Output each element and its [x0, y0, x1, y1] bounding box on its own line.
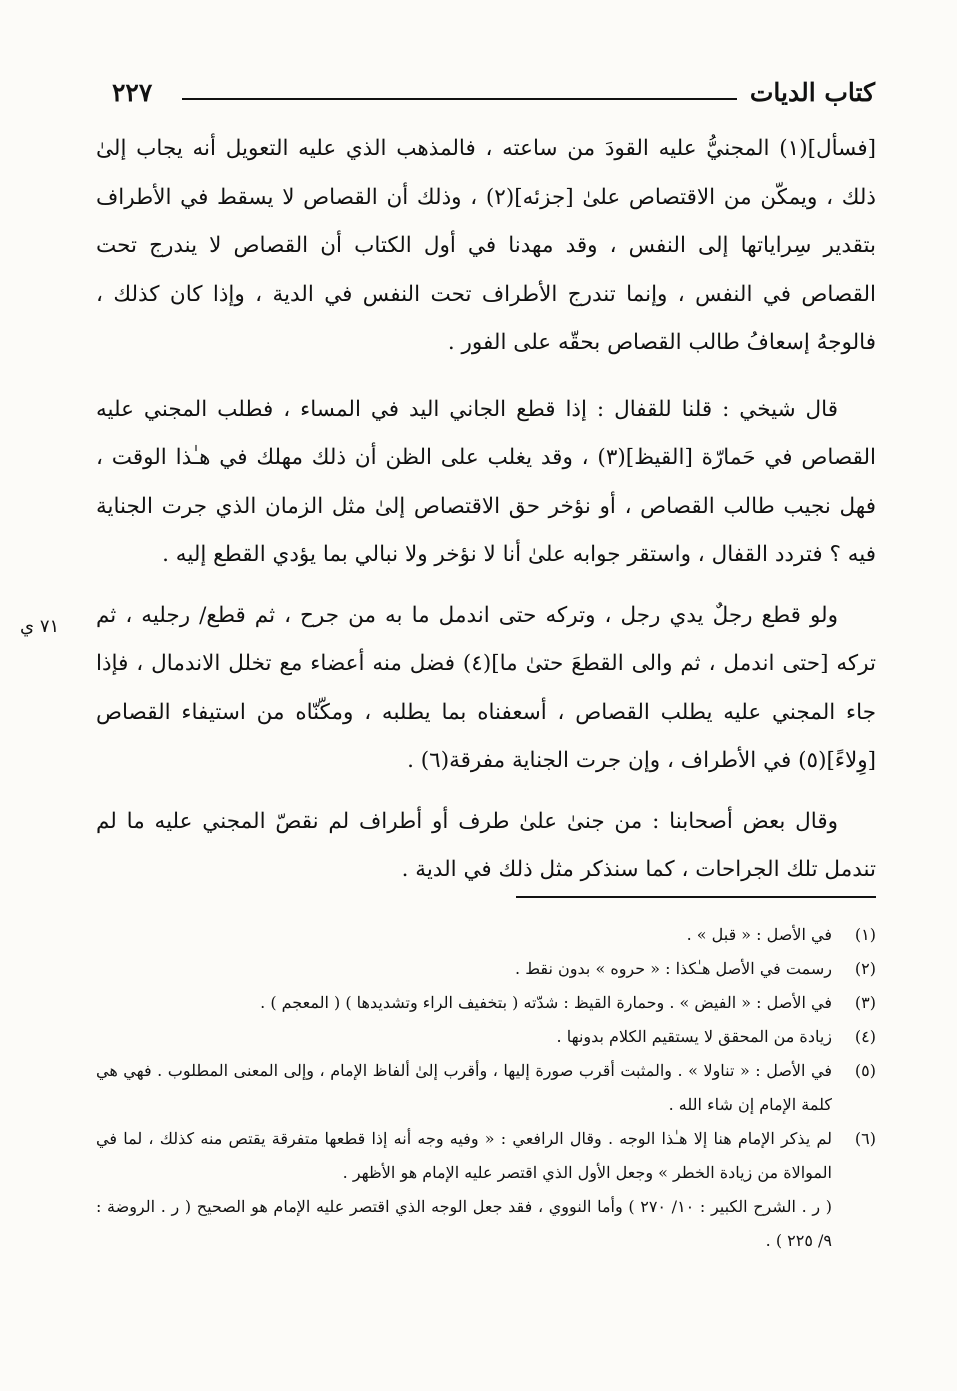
footnote-number: (٦) — [854, 1129, 876, 1148]
footnote-text: زيادة من المحقق لا يستقيم الكلام بدونها . — [556, 1027, 832, 1046]
footnote-number: (٥) — [854, 1061, 876, 1080]
page-header — [100, 70, 875, 116]
paragraph-3: ولو قطع رجلٌ يدي رجل ، وتركه حتى اندمل ما به من جرح ، ثم قطع/ رجليه ، ثم تركه [حتى اندمل ، ثم والى القطعَ حتىٰ ما](٤) فضل منه أعضاء مع تخلل الاندمال ، فإذا جاء المجني عليه يطلب القصاص ، أسعفناه بما يطلبه ، ومكّنّاه من استيفاء القصاص [وِلاءً](٥) في الأطراف ، وإن جرت الجناية مفرقة(٦) . — [96, 602, 876, 773]
footnote-text: في الأصل : « قبل » . — [686, 925, 832, 944]
footnote-continuation: ( ر . الشرح الكبير : ١٠/ ٢٧٠ ) وأما النووي ، فقد جعل الوجه الذي اقتصر عليه الإمام هو الصحيح ( ر . الروضة : ٩/ ٢٢٥ ) . — [96, 1197, 832, 1250]
footnote-number: (٣) — [854, 993, 876, 1012]
footnote-rule — [516, 896, 876, 898]
paragraph-2: قال شيخي : قلنا للقفال : إذا قطع الجاني اليد في المساء ، فطلب المجني عليه القصاص في حَمارّة [القيظ](٣) ، وقد يغلب على الظن أن ذلك مهلك في هـٰذا الوقت ، فهل نجيب طالب القصاص ، أو نؤخر حق الاقتصاص إلىٰ مثل الزمان الذي جرت الجناية فيه ؟ فتردد القفال ، واستقر جوابه علىٰ أنا لا نؤخر ولا نبالي بما يؤدي القطع إليه . — [96, 396, 876, 567]
footnote — [96, 918, 876, 952]
paragraph-4: وقال بعض أصحابنا : من جنىٰ علىٰ طرف أو أطراف لم نقصّ المجني عليه ما لم تندمل تلك الجراحات ، كما سنذكر مثل ذلك في الدية . — [96, 808, 876, 882]
paragraph-1: [فسأل](١) المجنيُّ عليه القودَ من ساعته ، فالمذهب الذي عليه التعويل أنه يجاب إلىٰ ذلك ، ويمكّن من الاقتصاص علىٰ [جزئه](٢) ، وذلك أن القصاص لا يسقط في الأطراف بتقدير سِراياتها إلى النفس ، وقد مهدنا في أول الكتاب أن القصاص لا يندرج تحت القصاص في النفس ، وإنما تندرج الأطراف تحت النفس في الدية ، وإذا كان كذلك ، فالوجهُ إسعافُ طالب القصاص بحقّه على الفور . — [96, 136, 876, 355]
margin-folio-note: ٧١ ي — [20, 616, 60, 637]
page-number: ٢٢٧ — [112, 78, 153, 107]
footnote-text: في الأصل : « الفيض » . وحمارة القيظ : شدّته ( بتخفيف الراء وتشديدها ) ( المعجم ) . — [260, 993, 832, 1012]
footnote — [96, 952, 876, 986]
footnote-number: (٤) — [854, 1027, 876, 1046]
footnote — [96, 1054, 876, 1122]
footnote — [96, 986, 876, 1020]
footnote-number: (١) — [854, 925, 876, 944]
footnote-number: (٢) — [854, 959, 876, 978]
footnote — [96, 1122, 876, 1190]
running-title: كتاب الديات — [749, 78, 875, 107]
footnotes — [96, 918, 876, 1258]
footnote-text: لم يذكر الإمام هنا إلا هـٰذا الوجه . وقال الرافعي : « وفيه وجه أنه إذا قطعها متفرقة يقتص منه كذلك ، لما في الموالاة من زيادة الخطر » وجعل الأول الذي اقتصر عليه الإمام هو الأظهر . — [96, 1129, 832, 1182]
body-text — [96, 125, 876, 913]
footnote-text: في الأصل : « تناولا » . والمثبت أقرب صورة إليها ، وأقرب إلىٰ ألفاظ الإمام ، وإلى المعنى المطلوب . فهي هي كلمة الإمام إن شاء الله . — [96, 1061, 832, 1114]
footnote — [96, 1020, 876, 1054]
footnote-text: رسمت في الأصل هـٰكذا : « حروه » بدون نقط . — [515, 959, 832, 978]
header-rule — [182, 98, 737, 100]
